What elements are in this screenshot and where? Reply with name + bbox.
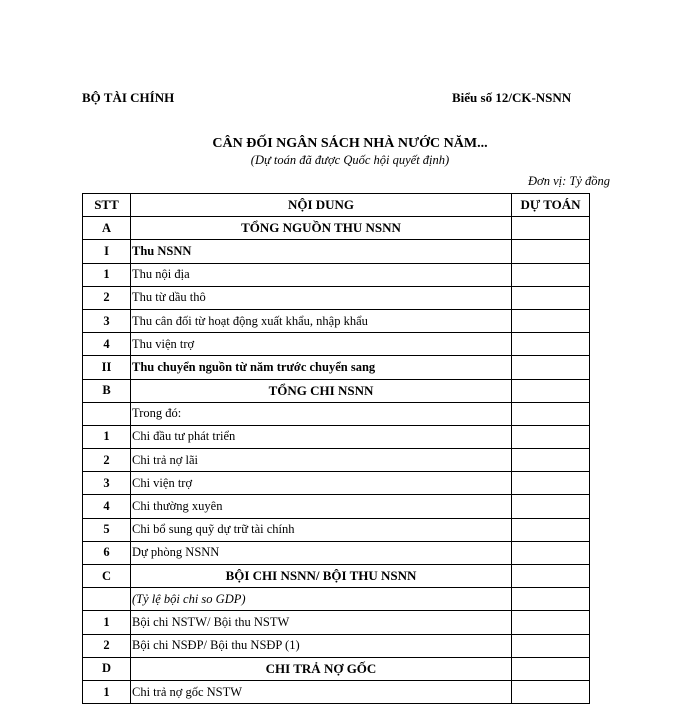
row-estimate[interactable] <box>512 495 590 518</box>
row-stt: 3 <box>83 472 131 495</box>
table-row <box>83 240 590 263</box>
row-stt: 1 <box>83 680 131 703</box>
row-estimate[interactable] <box>512 518 590 541</box>
row-stt: 6 <box>83 541 131 564</box>
column-header-stt: STT <box>83 194 131 217</box>
row-estimate[interactable] <box>512 472 590 495</box>
table-row <box>83 425 590 448</box>
row-content: Thu NSNN <box>131 240 512 263</box>
table-row <box>83 286 590 309</box>
table-row <box>83 333 590 356</box>
table-row <box>83 634 590 657</box>
row-stt: A <box>83 217 131 240</box>
table-row <box>83 263 590 286</box>
row-estimate[interactable] <box>512 425 590 448</box>
table-row <box>83 680 590 703</box>
row-estimate[interactable] <box>512 379 590 402</box>
table-body <box>83 217 590 704</box>
row-content: BỘI CHI NSNN/ BỘI THU NSNN <box>131 565 512 588</box>
row-stt: 1 <box>83 611 131 634</box>
row-content: CHI TRẢ NỢ GỐC <box>131 657 512 680</box>
column-header-estimate: DỰ TOÁN <box>512 194 590 217</box>
row-estimate[interactable] <box>512 240 590 263</box>
table-row <box>83 217 590 240</box>
row-stt: I <box>83 240 131 263</box>
table-row <box>83 472 590 495</box>
row-content: (Tỷ lệ bội chi so GDP) <box>131 588 512 611</box>
column-header-content: NỘI DUNG <box>131 194 512 217</box>
row-stt: II <box>83 356 131 379</box>
row-content: Thu chuyển nguồn từ năm trước chuyển sang <box>131 356 512 379</box>
table-row <box>83 565 590 588</box>
document-subtitle: (Dự toán đã được Quốc hội quyết định) <box>250 153 450 167</box>
row-stt: 2 <box>83 634 131 657</box>
document-title: CÂN ĐỐI NGÂN SÁCH NHÀ NƯỚC NĂM... <box>212 136 488 151</box>
row-stt: 3 <box>83 309 131 332</box>
row-content: Chi trả nợ lãi <box>131 449 512 472</box>
row-content: Chi thường xuyên <box>131 495 512 518</box>
row-stt: 4 <box>83 495 131 518</box>
row-estimate[interactable] <box>512 356 590 379</box>
table-row <box>83 309 590 332</box>
unit-label: Đơn vị: Tỷ đồng <box>528 174 611 188</box>
ministry-name: BỘ TÀI CHÍNH <box>82 90 175 105</box>
table-row <box>83 611 590 634</box>
row-stt: D <box>83 657 131 680</box>
table-row <box>83 449 590 472</box>
row-estimate[interactable] <box>512 657 590 680</box>
row-estimate[interactable] <box>512 680 590 703</box>
row-content: Thu viện trợ <box>131 333 512 356</box>
table-row <box>83 657 590 680</box>
row-estimate[interactable] <box>512 217 590 240</box>
row-estimate[interactable] <box>512 309 590 332</box>
table-row <box>83 356 590 379</box>
row-estimate[interactable] <box>512 449 590 472</box>
row-stt: C <box>83 565 131 588</box>
row-content: Thu từ dầu thô <box>131 286 512 309</box>
table-row <box>83 379 590 402</box>
table-header-row <box>83 194 590 217</box>
row-stt: 2 <box>83 286 131 309</box>
row-stt <box>83 588 131 611</box>
row-estimate[interactable] <box>512 541 590 564</box>
row-stt: 1 <box>83 425 131 448</box>
row-content: Chi đầu tư phát triển <box>131 425 512 448</box>
row-stt: B <box>83 379 131 402</box>
row-stt: 5 <box>83 518 131 541</box>
row-content: Chi bổ sung quỹ dự trữ tài chính <box>131 518 512 541</box>
row-estimate[interactable] <box>512 634 590 657</box>
row-content: Bội chi NSTW/ Bội thu NSTW <box>131 611 512 634</box>
table-row <box>83 541 590 564</box>
row-content: Trong đó: <box>131 402 512 425</box>
row-content: Chi viện trợ <box>131 472 512 495</box>
form-number: Biểu số 12/CK-NSNN <box>452 90 572 105</box>
row-estimate[interactable] <box>512 588 590 611</box>
row-estimate[interactable] <box>512 333 590 356</box>
row-content: Dự phòng NSNN <box>131 541 512 564</box>
row-estimate[interactable] <box>512 611 590 634</box>
row-estimate[interactable] <box>512 263 590 286</box>
row-estimate[interactable] <box>512 286 590 309</box>
row-content: Thu cân đối từ hoạt động xuất khẩu, nhập khẩu <box>131 309 512 332</box>
row-estimate[interactable] <box>512 402 590 425</box>
row-stt: 2 <box>83 449 131 472</box>
row-content: Chi trả nợ gốc NSTW <box>131 680 512 703</box>
table-row <box>83 588 590 611</box>
table-row <box>83 518 590 541</box>
row-content: Bội chi NSĐP/ Bội thu NSĐP (1) <box>131 634 512 657</box>
budget-table <box>82 193 590 704</box>
row-stt: 4 <box>83 333 131 356</box>
row-stt <box>83 402 131 425</box>
row-estimate[interactable] <box>512 565 590 588</box>
row-content: Thu nội địa <box>131 263 512 286</box>
row-content: TỔNG NGUỒN THU NSNN <box>131 217 512 240</box>
row-content: TỔNG CHI NSNN <box>131 379 512 402</box>
table-row <box>83 402 590 425</box>
table-row <box>83 495 590 518</box>
row-stt: 1 <box>83 263 131 286</box>
